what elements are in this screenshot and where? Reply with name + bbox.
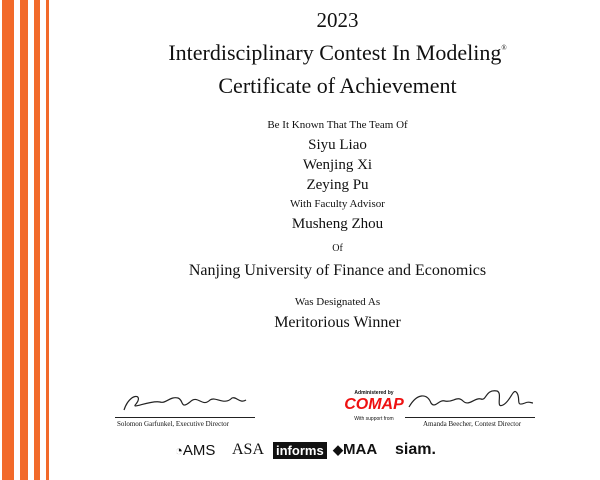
stripe — [20, 0, 28, 480]
ams-logo — [175, 442, 215, 459]
siam-logo: siam. — [395, 441, 436, 458]
administration-block — [338, 390, 410, 422]
ams-logo-mark: ◔ — [175, 443, 183, 458]
administered-by-label: Administered by — [354, 390, 394, 396]
advisor-label: With Faculty Advisor — [290, 198, 385, 210]
stripe — [34, 0, 40, 480]
maa-logo-text: MAA — [343, 441, 378, 458]
registered-mark: ® — [501, 44, 507, 52]
advisor-name: Musheng Zhou — [291, 216, 384, 232]
university-name: Nanjing University of Finance and Economics — [188, 262, 487, 279]
of-label: Of — [332, 243, 343, 254]
certificate-year: 2023 — [316, 8, 359, 32]
award-title: Meritorious Winner — [274, 314, 401, 331]
right-signature-line — [405, 417, 535, 418]
right-signature — [405, 385, 535, 415]
stripe — [46, 0, 49, 480]
team-member: Zeying Pu — [306, 177, 369, 193]
sponsor-logos — [75, 438, 600, 468]
decorative-stripes — [0, 0, 70, 480]
team-member: Siyu Liao — [308, 137, 367, 153]
contest-title — [75, 40, 600, 66]
comap-logo: COMAP — [344, 396, 404, 413]
maa-logo — [333, 441, 377, 458]
intro-text: Be It Known That The Team Of — [267, 119, 408, 131]
maa-shield-icon: ◆ — [333, 442, 343, 457]
stripe — [2, 0, 14, 480]
certificate — [75, 0, 600, 480]
ams-logo-text: AMS — [182, 442, 216, 459]
left-signature-caption: Solomon Garfunkel, Executive Director — [117, 420, 229, 428]
left-signature-line — [115, 417, 255, 418]
asa-logo: ASA — [232, 441, 265, 458]
left-signature — [120, 390, 250, 416]
informs-logo: informs — [273, 442, 327, 459]
designation-label: Was Designated As — [294, 296, 381, 308]
team-member: Wenjing Xi — [302, 157, 373, 173]
contest-name: Interdisciplinary Contest In Modeling — [168, 40, 502, 65]
support-label: With support from — [354, 416, 394, 422]
certificate-subtitle: Certificate of Achievement — [218, 73, 457, 98]
right-signature-caption: Amanda Beecher, Contest Director — [423, 420, 522, 428]
